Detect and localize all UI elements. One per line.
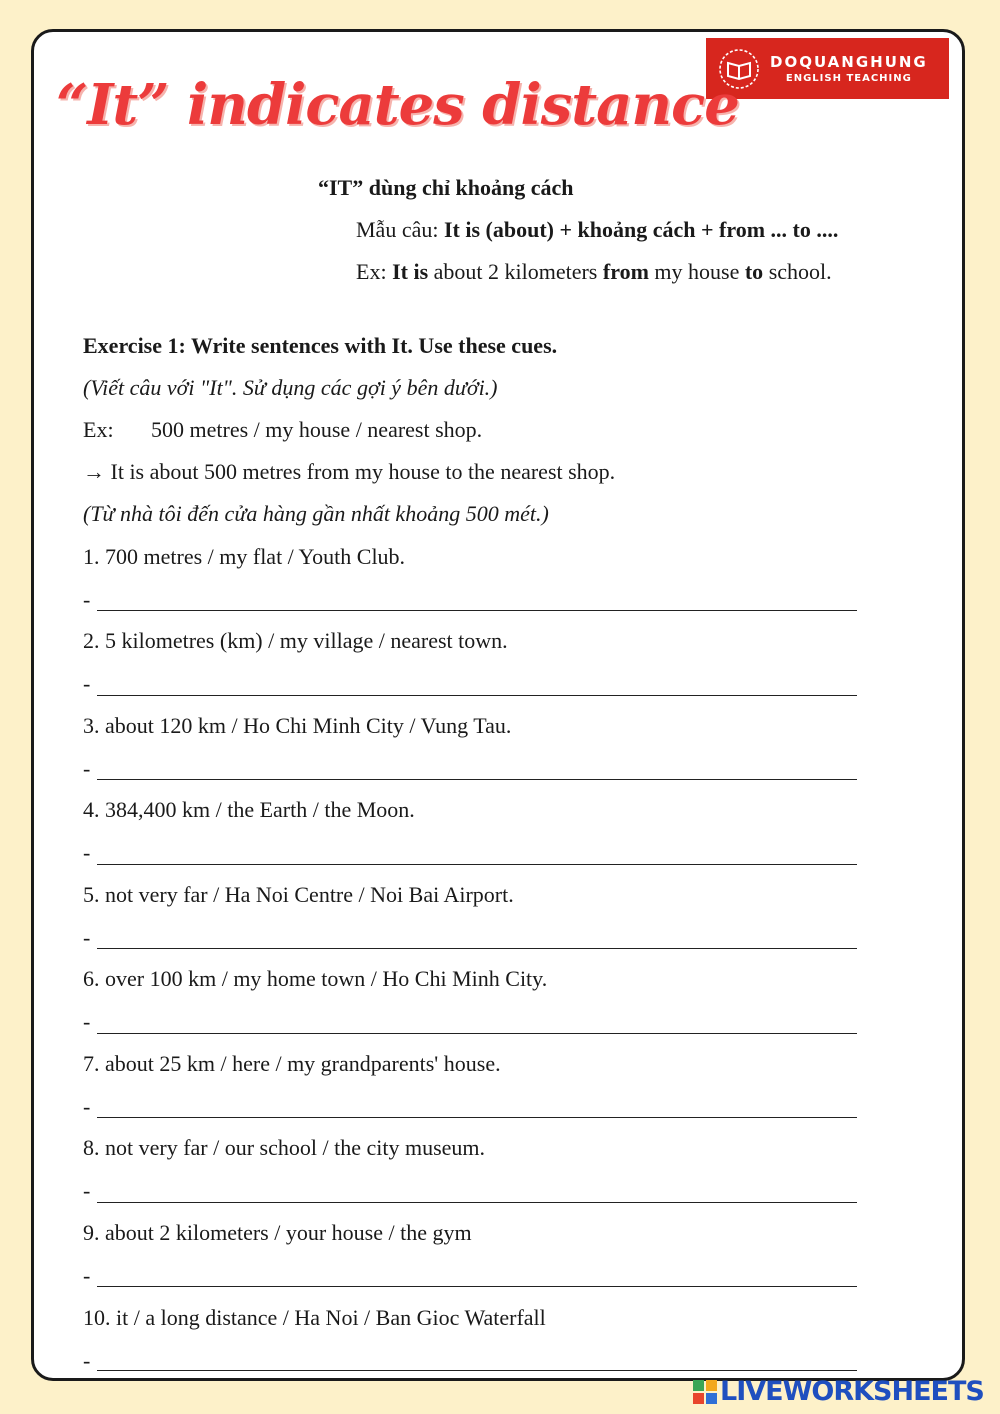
answer-dash: - <box>83 840 91 865</box>
pattern-formula: It is (about) + khoảng cách + from ... to .... <box>443 217 839 242</box>
letter-blocks-icon <box>693 1380 717 1404</box>
answer-dash: - <box>83 1094 91 1119</box>
answer-line[interactable] <box>97 1349 857 1371</box>
exercise-item: 7. about 25 km / here / my grandparents' house. <box>83 1051 501 1076</box>
answer-line[interactable] <box>97 1011 857 1034</box>
answer-dash: - <box>83 756 91 781</box>
exercise-item: 3. about 120 km / Ho Chi Minh City / Vung Tau. <box>83 713 512 738</box>
logo-brand-name: DOQUANGHUNG <box>770 53 928 71</box>
exercise-example-translation: (Từ nhà tôi đến cửa hàng gần nhất khoảng 500 mét.) <box>83 501 549 526</box>
answer-line[interactable] <box>97 926 857 949</box>
answer-line[interactable] <box>97 588 857 611</box>
answer-line[interactable] <box>97 1264 857 1287</box>
sentence-pattern <box>356 217 838 243</box>
liveworksheets-watermark <box>693 1376 984 1407</box>
exercise-item: 1. 700 metres / my flat / Youth Club. <box>83 544 406 569</box>
exercise-example-cue: 500 metres / my house / nearest shop. <box>151 417 483 442</box>
exercise-instruction: (Viết câu với "It". Sử dụng các gợi ý bên dưới.) <box>83 375 498 400</box>
answer-line[interactable] <box>97 1180 857 1203</box>
answer-line[interactable] <box>97 757 857 780</box>
intro-example-part: school. <box>763 259 832 284</box>
intro-example-part: from <box>602 259 649 284</box>
intro-example-part: about 2 kilometers <box>428 259 603 284</box>
answer-dash: - <box>83 1178 91 1203</box>
exercise-heading: Exercise 1: Write sentences with It. Use these cues. <box>83 333 558 358</box>
exercise-item: 9. about 2 kilometers / your house / the gym <box>83 1220 472 1245</box>
brand-logo <box>706 38 949 99</box>
answer-dash: - <box>83 671 91 696</box>
answer-dash: - <box>83 587 91 612</box>
exercise-item: 4. 384,400 km / the Earth / the Moon. <box>83 797 415 822</box>
answer-line[interactable] <box>97 842 857 865</box>
intro-example-part: to <box>744 259 764 284</box>
exercise-item: 8. not very far / our school / the city museum. <box>83 1135 486 1160</box>
answer-line[interactable] <box>97 1095 857 1118</box>
intro-example-part: It is <box>392 259 429 284</box>
intro-example-part: my house <box>648 259 745 284</box>
answer-dash: - <box>83 1009 91 1034</box>
answer-dash: - <box>83 1263 91 1288</box>
exercise-item: 5. not very far / Ha Noi Centre / Noi Bai Airport. <box>83 882 514 907</box>
exercise-item: 10. it / a long distance / Ha Noi / Ban Gioc Waterfall <box>83 1305 546 1330</box>
intro-example-label: Ex: <box>356 259 393 284</box>
answer-dash: - <box>83 1348 91 1373</box>
exercise-example-label: Ex: <box>83 417 114 442</box>
answer-dash: - <box>83 925 91 950</box>
exercise-example-answer: → It is about 500 metres from my house to the nearest shop. <box>83 459 616 484</box>
liveworksheets-brand: LIVEWORKSHEETS <box>720 1376 984 1407</box>
worksheet-title: “It” indicates distance <box>56 72 739 138</box>
exercise-item: 6. over 100 km / my home town / Ho Chi Minh City. <box>83 966 548 991</box>
pattern-label: Mẫu câu: <box>356 217 444 242</box>
intro-example <box>356 259 832 285</box>
answer-line[interactable] <box>97 673 857 696</box>
logo-tagline: ENGLISH TEACHING <box>785 73 912 84</box>
intro-heading: “IT” dùng chỉ khoảng cách <box>318 175 574 200</box>
exercise-item: 2. 5 kilometres (km) / my village / nearest town. <box>83 628 508 653</box>
